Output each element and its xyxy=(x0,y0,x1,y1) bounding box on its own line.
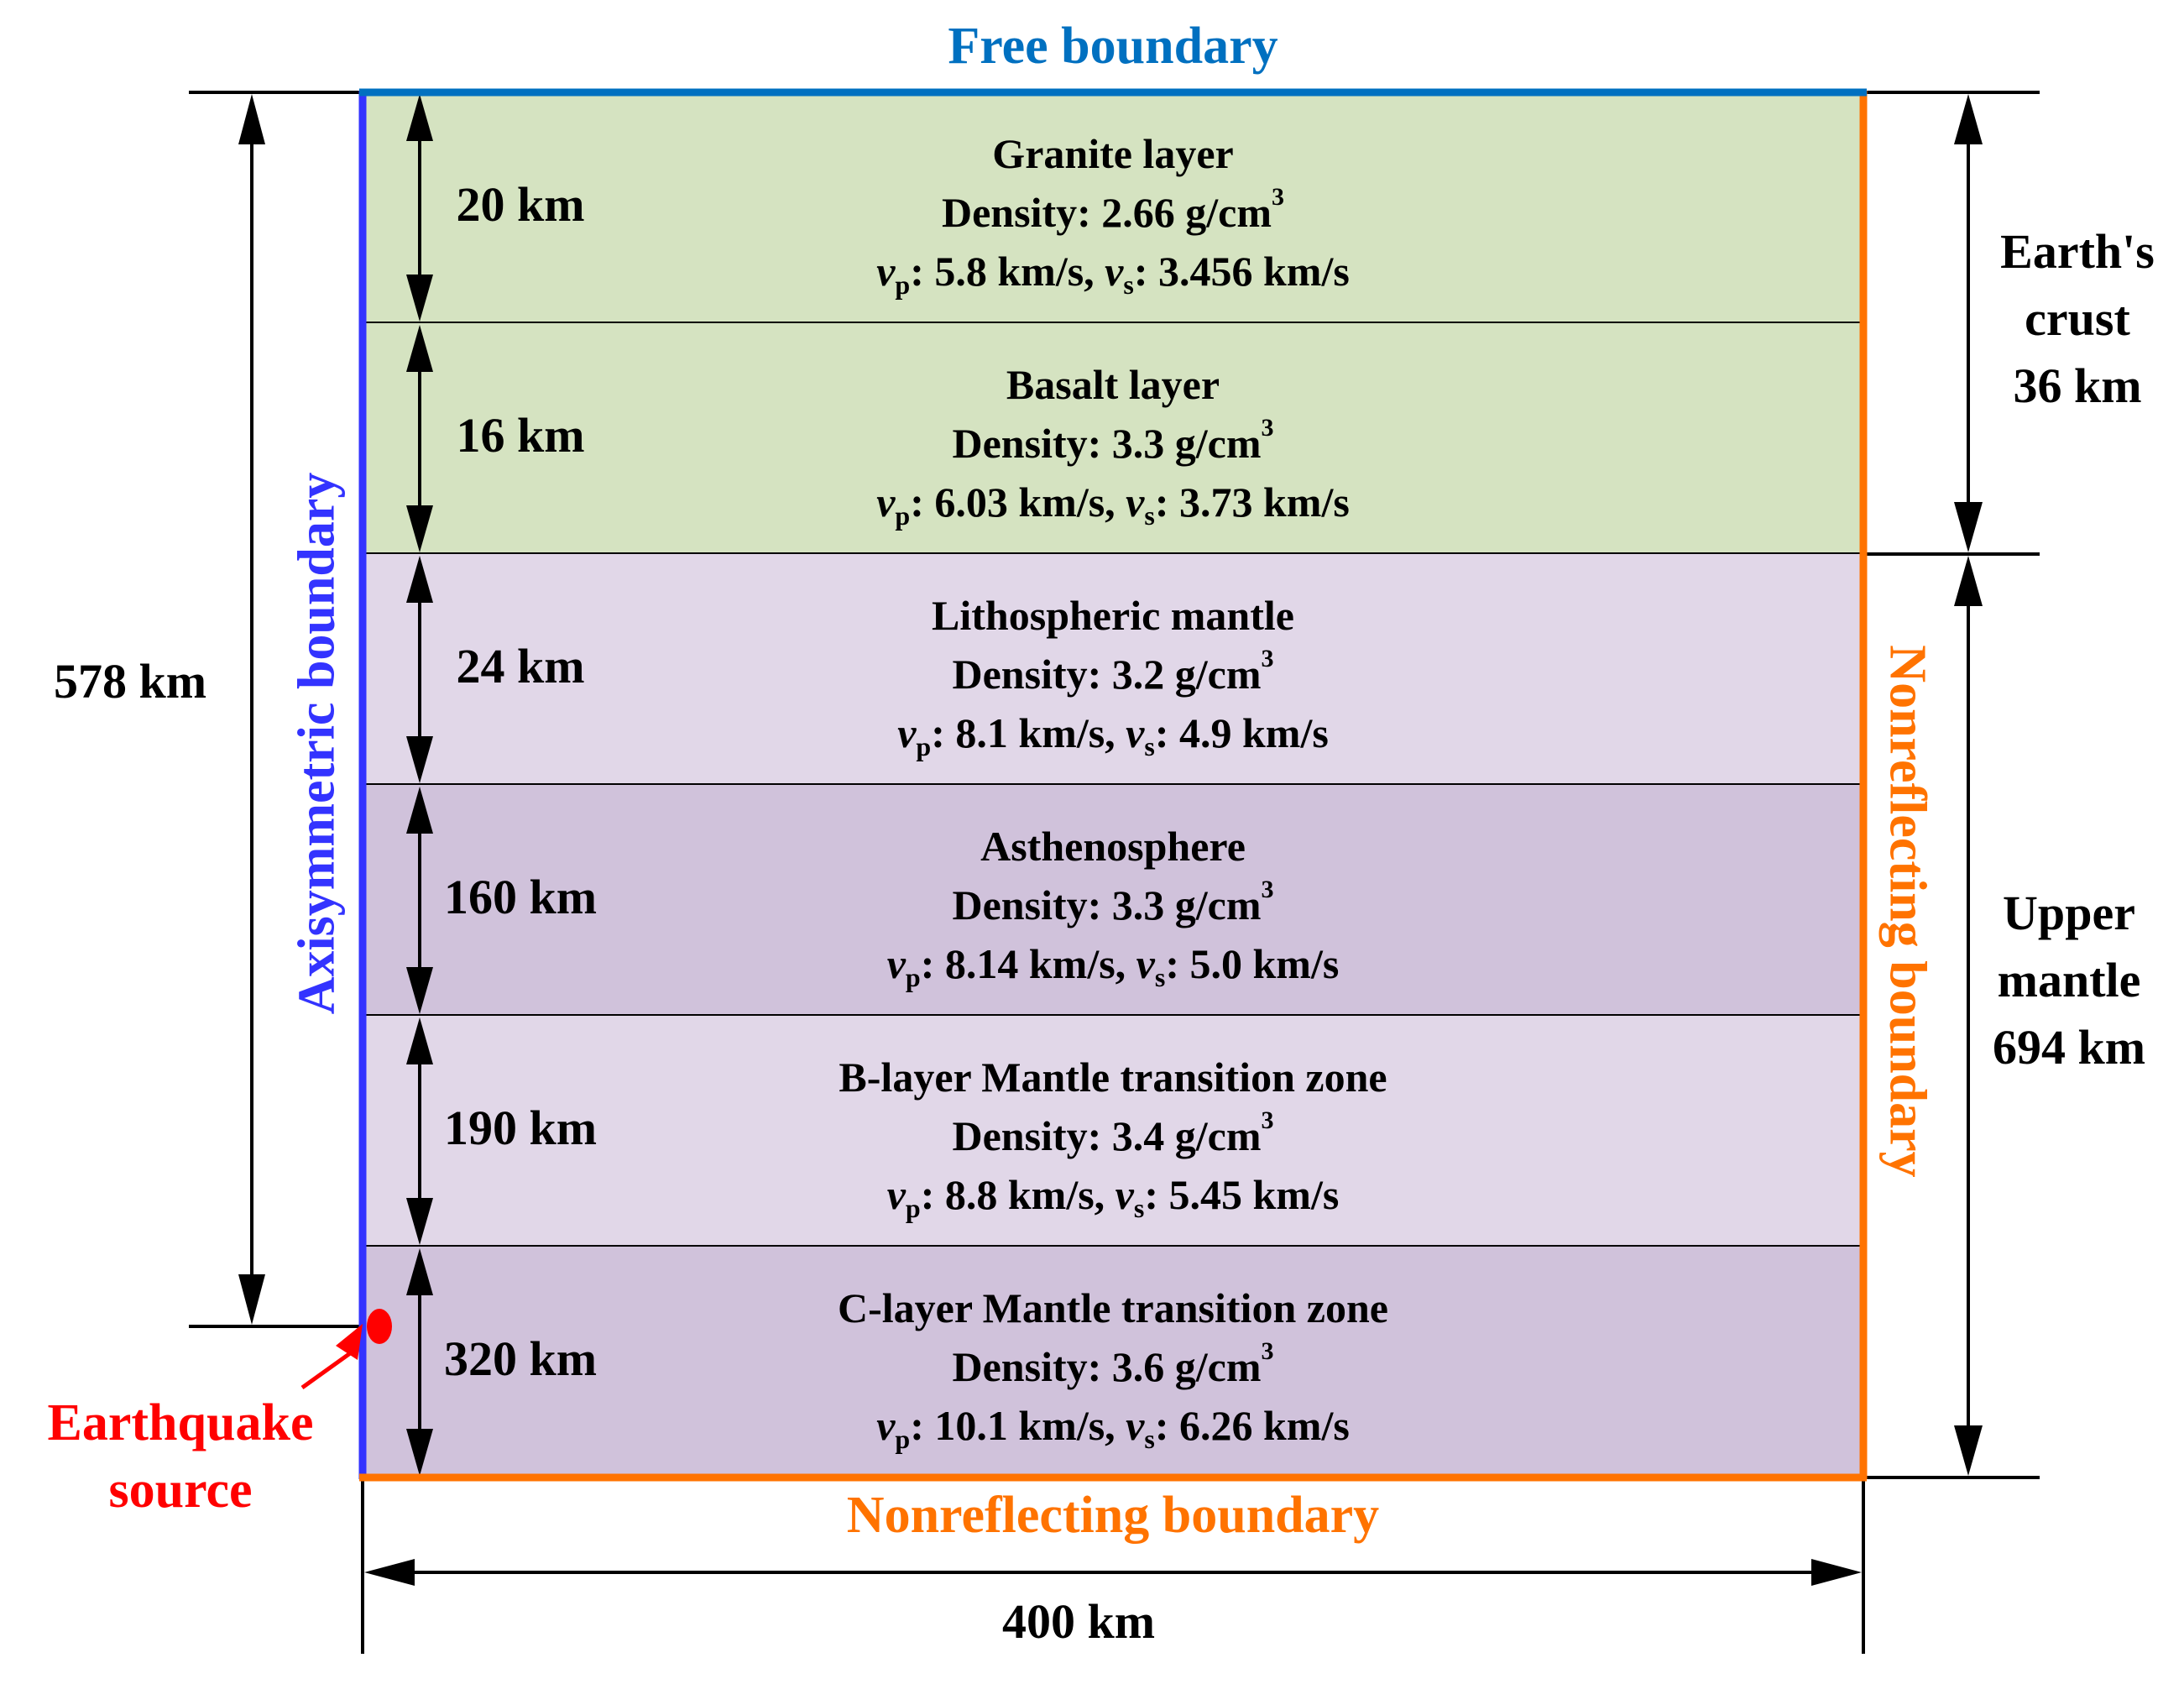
layer-velocities: $v_p$: 8.8 km/s, $v_s$: 5.45 km/s xyxy=(886,1171,1340,1223)
crust-label xyxy=(1981,218,2174,420)
upper-mantle-label-line2: mantle xyxy=(1997,953,2141,1007)
width-dimension-arrow xyxy=(364,1559,1862,1586)
earthquake-source-marker xyxy=(367,1309,392,1344)
width-label: 400 km xyxy=(1001,1594,1156,1649)
upper-mantle-label xyxy=(1972,880,2166,1081)
layer-name: C-layer Mantle transition zone xyxy=(838,1284,1388,1331)
layer-density: Density: 3.6 $g/cm^3$ xyxy=(952,1337,1274,1390)
layer-velocities: $v_p$: 10.1 km/s, $v_s$: 6.26 km/s xyxy=(876,1402,1350,1454)
source-depth-dimension-arrow xyxy=(238,94,265,1325)
layer-name: B-layer Mantle transition zone xyxy=(839,1054,1387,1101)
layer-velocities: $v_p$: 6.03 km/s, $v_s$: 3.73 km/s xyxy=(876,479,1350,531)
layer-name: Basalt layer xyxy=(1006,361,1220,408)
layer-density: Density: 3.2 $g/cm^3$ xyxy=(952,645,1274,698)
upper-mantle-label-line3: 694 km xyxy=(1992,1020,2146,1075)
layer-name: Asthenosphere xyxy=(980,823,1246,870)
layer-density: Density: 3.3 $g/cm^3$ xyxy=(952,414,1274,467)
layer-thickness-label: 24 km xyxy=(456,639,585,693)
layer-name: Lithospheric mantle xyxy=(932,592,1294,639)
layer-name: Granite layer xyxy=(992,130,1234,177)
crust-label-line2: crust xyxy=(2025,291,2130,346)
layer-thickness-label: 190 km xyxy=(443,1101,598,1155)
layer-velocities: $v_p$: 8.1 km/s, $v_s$: 4.9 km/s xyxy=(897,709,1329,761)
layer-thickness-label: 160 km xyxy=(443,870,598,924)
layer-thickness-label: 320 km xyxy=(443,1331,598,1386)
layer-density: Density: 2.66 $g/cm^3$ xyxy=(942,183,1284,236)
earthquake-source-label-line1: Earthquake xyxy=(47,1394,314,1451)
earthquake-source-label-line2: source xyxy=(108,1462,253,1519)
crust-dimension-arrow xyxy=(1954,94,1983,552)
nonreflecting-right-label: Nonreflecting boundary xyxy=(1878,645,1936,1178)
layer-velocities: $v_p$: 5.8 km/s, $v_s$: 3.456 km/s xyxy=(876,248,1350,300)
layer-thickness-label: 20 km xyxy=(456,177,585,232)
earthquake-source-label xyxy=(17,1389,344,1524)
layer-density: Density: 3.4 $g/cm^3$ xyxy=(952,1106,1274,1159)
layer-density: Density: 3.3 $g/cm^3$ xyxy=(952,876,1274,928)
layer-thickness-arrows xyxy=(406,94,433,1476)
source-depth-label: 578 km xyxy=(53,654,207,709)
layer-thickness-label: 16 km xyxy=(456,408,585,463)
free-boundary-label: Free boundary xyxy=(948,18,1278,75)
nonreflecting-bottom-label: Nonreflecting boundary xyxy=(846,1487,1380,1544)
crust-label-line1: Earth's xyxy=(2000,224,2155,279)
upper-mantle-label-line1: Upper xyxy=(2003,886,2135,940)
earthquake-source-pointer-arrow xyxy=(302,1324,363,1388)
crust-label-line3: 36 km xyxy=(2013,358,2142,413)
layer-velocities: $v_p$: 8.14 km/s, $v_s$: 5.0 km/s xyxy=(886,940,1340,992)
axisymmetric-boundary-label: Axisymmetric boundary xyxy=(288,472,346,1015)
